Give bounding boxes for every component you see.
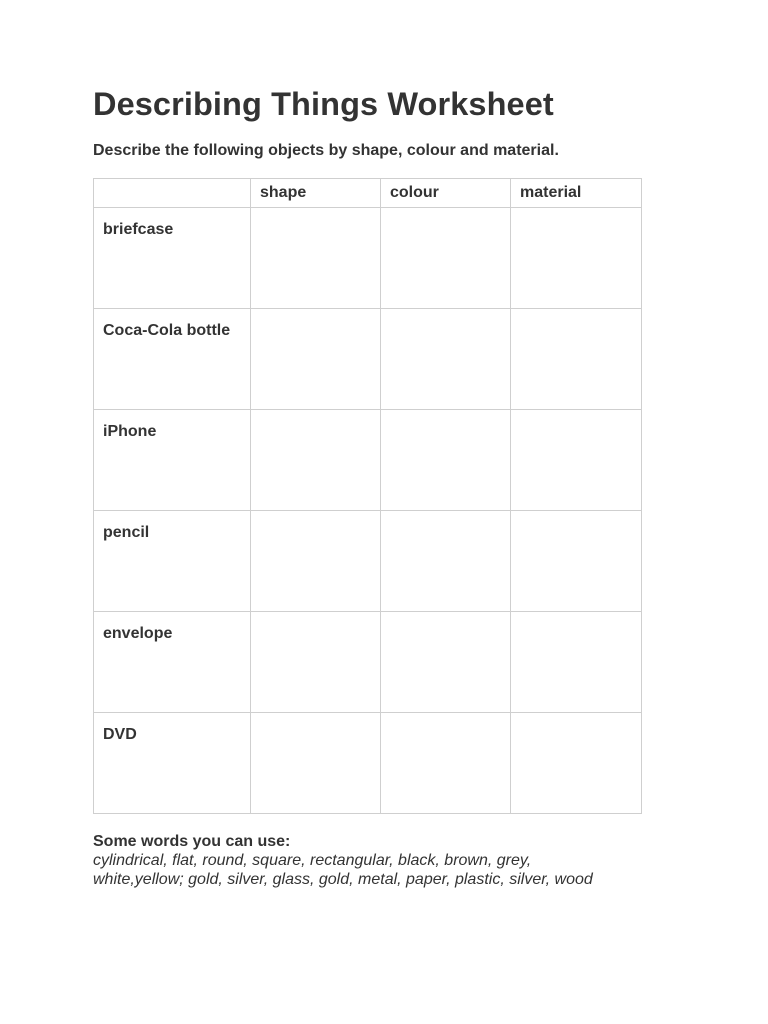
object-cell: briefcase: [94, 208, 251, 309]
header-cell-material: material: [511, 179, 642, 208]
header-cell-shape: shape: [251, 179, 381, 208]
material-answer-cell[interactable]: [511, 208, 642, 309]
shape-answer-cell[interactable]: [251, 713, 381, 814]
word-bank-heading: Some words you can use:: [93, 833, 291, 850]
shape-answer-cell[interactable]: [251, 410, 381, 511]
colour-answer-cell[interactable]: [381, 713, 511, 814]
shape-answer-cell[interactable]: [251, 309, 381, 410]
material-answer-cell[interactable]: [511, 410, 642, 511]
description-table: [93, 178, 642, 814]
material-answer-cell[interactable]: [511, 612, 642, 713]
colour-answer-cell[interactable]: [381, 208, 511, 309]
instructions-text: Describe the following objects by shape, colour and material.: [93, 142, 559, 159]
material-answer-cell[interactable]: [511, 309, 642, 410]
header-cell-object: [94, 179, 251, 208]
shape-answer-cell[interactable]: [251, 208, 381, 309]
table-row: [94, 410, 642, 511]
shape-answer-cell[interactable]: [251, 612, 381, 713]
colour-answer-cell[interactable]: [381, 309, 511, 410]
colour-answer-cell[interactable]: [381, 511, 511, 612]
object-cell: pencil: [94, 511, 251, 612]
word-bank: [93, 832, 653, 889]
material-answer-cell[interactable]: [511, 713, 642, 814]
material-answer-cell[interactable]: [511, 511, 642, 612]
table-row: [94, 208, 642, 309]
colour-answer-cell[interactable]: [381, 612, 511, 713]
colour-answer-cell[interactable]: [381, 410, 511, 511]
shape-answer-cell[interactable]: [251, 511, 381, 612]
header-cell-colour: colour: [381, 179, 511, 208]
object-cell: iPhone: [94, 410, 251, 511]
object-cell: Coca-Cola bottle: [94, 309, 251, 410]
table-header-row: [94, 179, 642, 208]
table-row: [94, 309, 642, 410]
table-row: [94, 612, 642, 713]
page-title: Describing Things Worksheet: [93, 86, 554, 122]
object-cell: DVD: [94, 713, 251, 814]
object-cell: envelope: [94, 612, 251, 713]
word-bank-line: cylindrical, flat, round, square, rectangular, black, brown, grey,: [93, 852, 532, 869]
table-row: [94, 713, 642, 814]
table-row: [94, 511, 642, 612]
word-bank-line: white,yellow; gold, silver, glass, gold, metal, paper, plastic, silver, wood: [93, 871, 593, 888]
